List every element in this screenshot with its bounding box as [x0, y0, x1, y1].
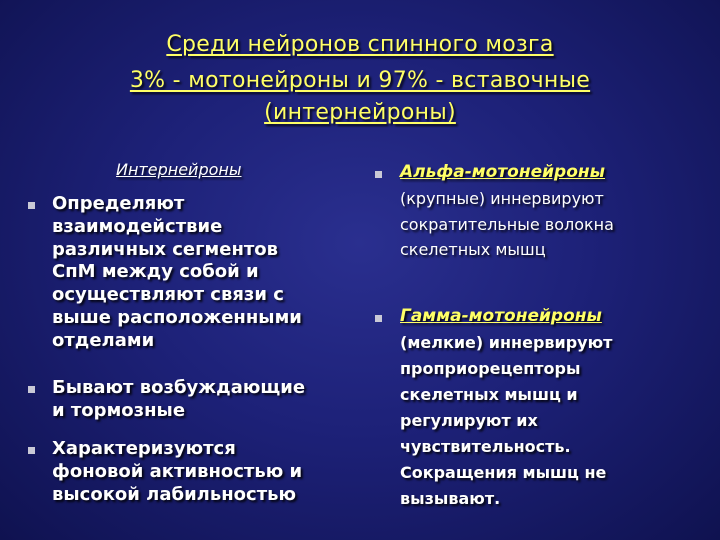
- bullet-icon: [375, 171, 382, 178]
- bullet-icon: [28, 386, 35, 393]
- interneurons-heading: Интернейроны: [116, 160, 242, 179]
- alpha-motoneurons-heading: Альфа-мотонейроны: [400, 162, 606, 182]
- slide-title-line-1: Среди нейронов спинного мозга: [166, 32, 554, 57]
- gamma-motoneurons-heading: Гамма-мотонейроны: [400, 306, 602, 326]
- interneurons-item-2: Бывают возбуждающие и тормозные: [52, 377, 306, 421]
- gamma-motoneurons-text: (мелкие) иннервируют проприорецепторы скелетных мышц и регулируют их чувствительность. Сокращения мышц не вызывают.: [400, 333, 613, 508]
- interneurons-item-3: Характеризуются фоновой активностью и высокой лабильностью: [52, 438, 303, 505]
- bullet-icon: [28, 202, 35, 209]
- alpha-motoneurons-text: (крупные) иннервируют сократительные волокна скелетных мышц: [400, 189, 614, 259]
- slide-title-line-2: 3% - мотонейроны и 97% - вставочные: [129, 68, 591, 93]
- bullet-icon: [375, 315, 382, 322]
- slide-title-line-3: (интернейроны): [264, 100, 456, 125]
- interneurons-item-1: Определяют взаимодействие различных сегментов СпМ между собой и осуществляют связи с выше расположенными отделами: [52, 193, 302, 351]
- bullet-icon: [28, 447, 35, 454]
